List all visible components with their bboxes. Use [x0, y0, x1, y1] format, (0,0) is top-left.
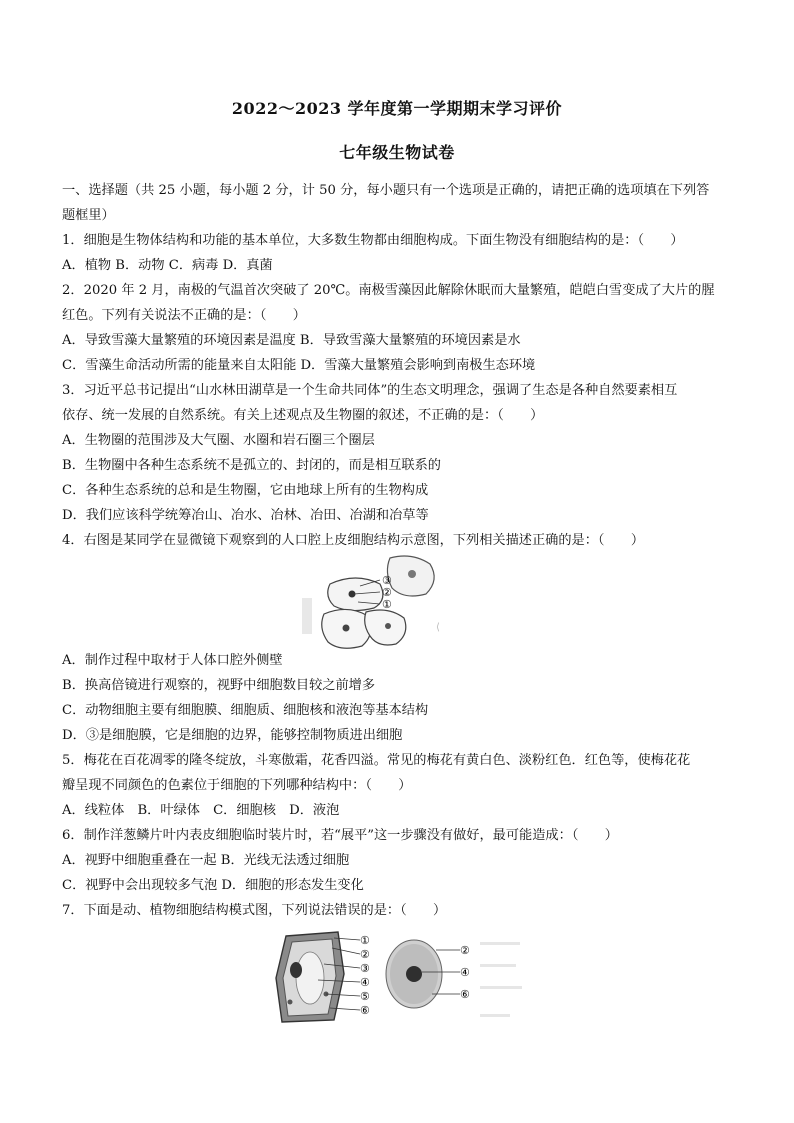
exam-title: 2022～2023 学年度第一学期期末学习评价 — [231, 99, 563, 118]
fig4-faint-mark: ⟨ — [436, 622, 440, 633]
question-2-option-ab: A．导致雪藻大量繁殖的环境因素是温度 B．导致雪藻大量繁殖的环境因素是水 — [62, 333, 521, 348]
fig7-animal-label-6: ⑥ — [460, 988, 470, 1001]
fig7-animal-label-2: ② — [460, 944, 470, 957]
plant-animal-cell-figure — [268, 924, 530, 1030]
question-2: 2．2020 年 2 月，南极的气温首次突破了 20℃。南极雪藻因此解除休眠而大量繁殖，皑皑白雪变成了大片的腥 — [62, 283, 715, 298]
fig7-animal-label-4: ④ — [460, 966, 470, 979]
fig7-plant-label-4: ④ — [360, 976, 370, 989]
fig7-plant-label-6: ⑥ — [360, 1004, 370, 1017]
question-5-cont: 瓣呈现不同颜色的色素位于细胞的下列哪种结构中：（ ） — [62, 778, 412, 793]
question-4-option-d: D．③是细胞膜，它是细胞的边界，能够控制物质进出细胞 — [62, 728, 403, 743]
cheek-cell-figure — [300, 550, 460, 656]
question-3-cont: 依存、统一发展的自然系统。有关上述观点及生物圈的叙述，不正确的是：（ ） — [62, 408, 544, 423]
section-instruction: 一、选择题（共 25 小题，每小题 2 分，计 50 分，每小题只有一个选项是正确的，请把正确的选项填在下列答 — [62, 183, 710, 198]
question-6-option-cd: C．视野中会出现较多气泡 D．细胞的形态发生变化 — [62, 878, 364, 893]
question-3-option-a: A．生物圈的范围涉及大气圈、水圈和岩石圈三个圈层 — [62, 433, 375, 448]
fig7-plant-label-5: ⑤ — [360, 990, 370, 1003]
question-6-option-ab: A．视野中细胞重叠在一起 B．光线无法透过细胞 — [62, 853, 350, 868]
question-4-option-c: C．动物细胞主要有细胞膜、细胞质、细胞核和液泡等基本结构 — [62, 703, 429, 718]
fig4-label-3: ③ — [382, 574, 392, 587]
question-4-option-a: A．制作过程中取材于人体口腔外侧壁 — [62, 653, 283, 668]
fig7-plant-label-2: ② — [360, 948, 370, 961]
fig4-label-1: ① — [382, 598, 392, 611]
question-1: 1．细胞是生物体结构和功能的基本单位，大多数生物都由细胞构成。下面生物没有细胞结构的是：（ ） — [62, 233, 684, 248]
fig7-plant-label-3: ③ — [360, 962, 370, 975]
fig7-plant-label-1: ① — [360, 934, 370, 947]
question-2-option-cd: C．雪藻生命活动所需的能量来自太阳能 D．雪藻大量繁殖会影响到南极生态环境 — [62, 358, 536, 373]
section-instruction-cont: 题框里） — [62, 208, 115, 223]
question-6: 6．制作洋葱鳞片叶内表皮细胞临时装片时，若“展平”这一步骤没有做好，最可能造成：（ ） — [62, 828, 618, 843]
question-5: 5．梅花在百花凋零的隆冬绽放，斗寒傲霜，花香四溢。常见的梅花有黄白色、淡粉红色．红色等，使梅花花 — [62, 753, 691, 768]
exam-subtitle: 七年级生物试卷 — [339, 143, 455, 162]
question-7: 7．下面是动、植物细胞结构模式图，下列说法错误的是：（ ） — [62, 903, 447, 918]
question-4: 4．右图是某同学在显微镜下观察到的人口腔上皮细胞结构示意图，下列相关描述正确的是：（ ） — [62, 533, 645, 548]
question-1-options: A．植物 B．动物 C．病毒 D．真菌 — [62, 258, 273, 273]
question-3-option-b: B．生物圈中各种生态系统不是孤立的、封闭的，而是相互联系的 — [62, 458, 441, 473]
question-5-options: A．线粒体 B．叶绿体 C．细胞核 D．液泡 — [62, 803, 340, 818]
question-4-option-b: B．换高倍镜进行观察的，视野中细胞数目较之前增多 — [62, 678, 376, 693]
question-3: 3．习近平总书记提出“山水林田湖草是一个生命共同体”的生态文明理念，强调了生态是各种自然要素相互 — [62, 383, 678, 398]
question-2-cont: 红色。下列有关说法不正确的是：（ ） — [62, 308, 306, 323]
question-3-option-d: D．我们应该科学统筹冶山、冶水、冶林、冶田、冶湖和冶草等 — [62, 508, 429, 523]
fig4-label-2: ② — [382, 586, 392, 599]
question-3-option-c: C．各种生态系统的总和是生物圈，它由地球上所有的生物构成 — [62, 483, 429, 498]
